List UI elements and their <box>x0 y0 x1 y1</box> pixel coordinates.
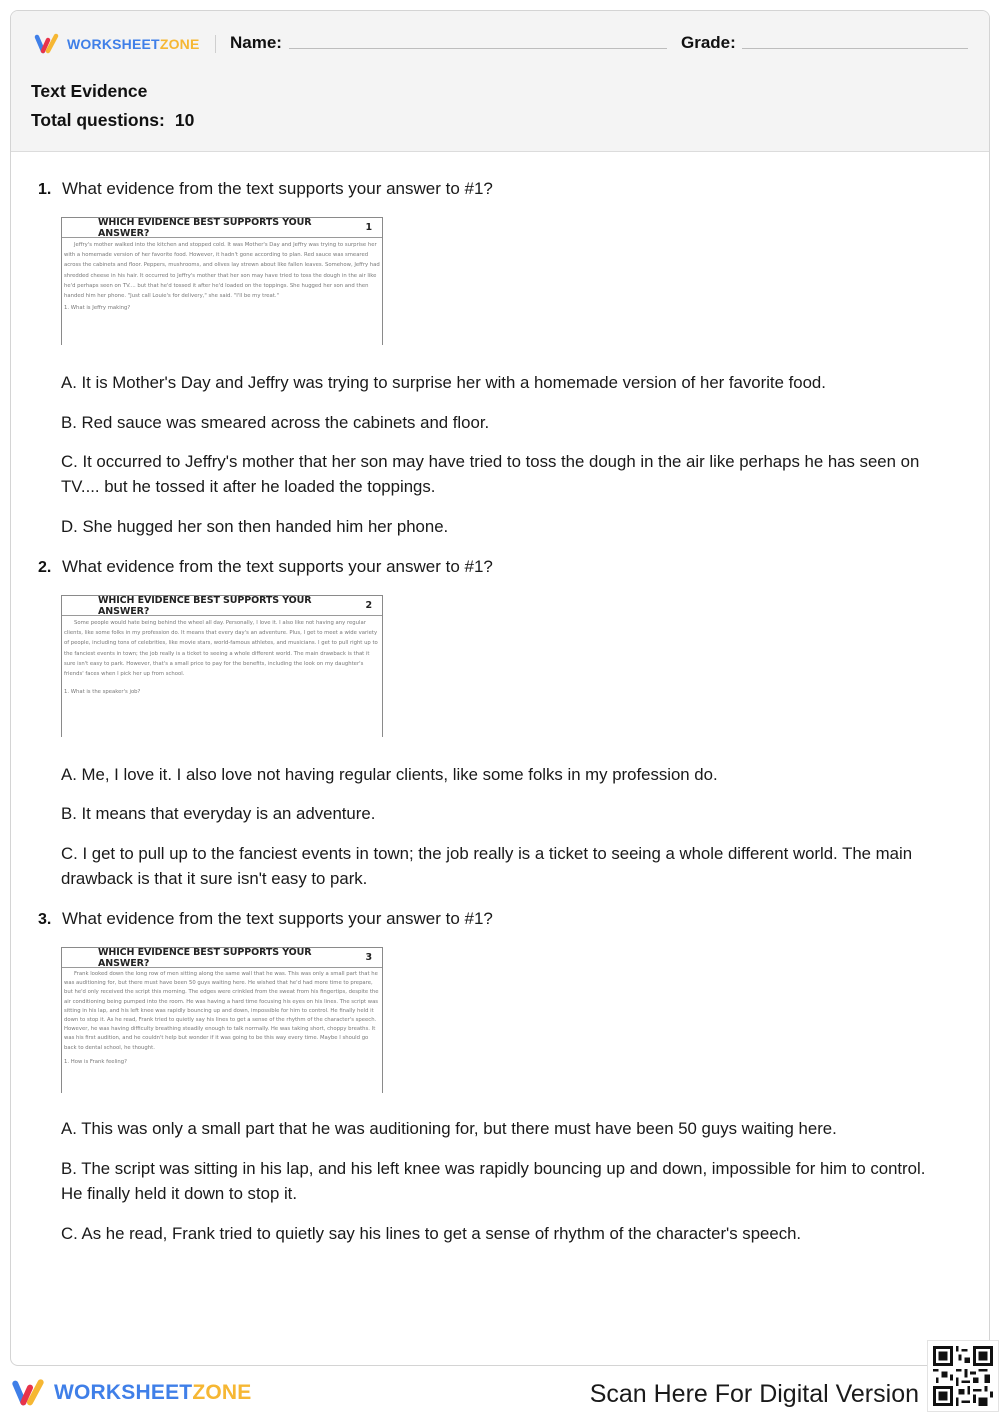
passage-title-text: WHICH EVIDENCE BEST SUPPORTS YOUR ANSWER? <box>98 946 312 969</box>
name-label: Name: <box>230 33 282 52</box>
answer-option-c[interactable]: C. It occurred to Jeffry's mother that her son may have tried to toss the dough in the air like perhaps he has seen on TV.... but he tossed it after he loaded the toppings. <box>61 452 920 496</box>
passage-body: Frank looked down the long row of men sitting along the same wall that he was. This was only a small part that he was auditioning for, but there must have been 50 guys waiting here. He wished that he'd had more time to prepare, but he'd only received the script this morning. The edges were crinkled from the sweat from his fingertips, despite the air conditioning being pumped into the room. He was having a hard time focusing his eyes on his lines. The script was sitting in his lap, and his left knee was rapidly bouncing up and down, impossible for him to control. He finally held it down to stop it. As he read, Frank tried to quietly say his lines to get a sense of the rhythm of the character's speech. However, he was having difficulty breathing steadily enough to talk normally. He was taking short, choppy breaths. It was his first audition, and he couldn't help but wonder if it was going to be this way every time. Maybe I should go back to dental school, he thought. <box>64 971 379 1051</box>
passage-title <box>62 948 382 968</box>
passage-title-text: WHICH EVIDENCE BEST SUPPORTS YOUR ANSWER? <box>98 594 312 617</box>
passage-question: 1. How is Frank feeling? <box>64 1058 127 1065</box>
passage-card <box>61 947 383 1093</box>
passage-title <box>62 218 382 238</box>
total-questions-value: 10 <box>174 110 195 130</box>
question-number: 3. <box>38 911 52 928</box>
question-prompt: What evidence from the text supports your answer to #1? <box>62 557 493 576</box>
worksheet-page <box>10 10 990 1366</box>
question-header <box>38 909 493 929</box>
passage-card <box>61 595 383 737</box>
header-separator <box>215 35 216 53</box>
grade-field[interactable] <box>742 48 968 49</box>
answer-option-d[interactable]: D. She hugged her son then handed him her phone. <box>61 517 449 536</box>
passage-card-number: 2 <box>365 600 372 611</box>
brand-name-part1: WORKSHEET <box>54 1381 193 1404</box>
name-field[interactable] <box>289 48 667 49</box>
passage-body: Some people would hate being behind the wheel all day. Personally, I love it. I also like not having any regular clients, like some folks in my profession do. It means that every day's an adventure. Plus, I get to meet a wide variety of people, including tons of celebrities, like movie stars, world-famous athletes, and musicians. I get to pull right up to the fanciest events in town; the job really is a ticket to seeing a whole different world. The main drawback is that it sure isn't easy to park. However, that's a small price to pay for the benefits, including the look on my daughter's friends' faces when I pick her up from school. <box>64 620 378 678</box>
answer-option-b[interactable]: B. It means that everyday is an adventure. <box>61 804 376 823</box>
question-header <box>38 179 493 199</box>
answer-option-a[interactable]: A. It is Mother's Day and Jeffry was trying to surprise her with a homemade version of her favorite food. <box>61 373 826 392</box>
brand-name <box>54 1381 251 1405</box>
answer-option-b[interactable]: B. Red sauce was smeared across the cabinets and floor. <box>61 413 490 432</box>
question-number: 2. <box>38 559 52 576</box>
passage-question: 1. What is the speaker's job? <box>64 689 141 696</box>
brand-name-part2: ZONE <box>192 1381 252 1404</box>
passage-body: Jeffry's mother walked into the kitchen and stopped cold. It was Mother's Day and Jeffry was trying to surprise her with a homemade version of her favorite food. However, it hadn't gone according to plan. Red sauce was smeared across the cabinets and floor. Peppers, mushrooms, and olives lay strewn about like fallen leaves. Somehow, Jeffry had shredded cheese in his hair. It occurred to Jeffry's mother that her son may have tried to toss the dough in the air like he'd perhaps seen on TV.... but that he'd tossed it after he'd loaded on the toppings. She hugged her son and then handed him her phone. "Just call Louie's for delivery," she said. "I'll be my treat." <box>64 242 380 300</box>
question-prompt: What evidence from the text supports your answer to #1? <box>62 909 493 928</box>
answer-option-b[interactable]: B. The script was sitting in his lap, and his left knee was rapidly bouncing up and down, impossible for him to control. He finally held it down to stop it. <box>61 1159 926 1203</box>
footer-brand-logo <box>10 1378 251 1408</box>
brand-name-part2: ZONE <box>159 36 200 52</box>
worksheet-footer <box>0 1366 1000 1414</box>
answer-option-c[interactable]: C. As he read, Frank tried to quietly say his lines to get a sense of rhythm of the character's speech. <box>61 1224 802 1243</box>
passage-card-number: 1 <box>365 222 372 233</box>
qr-code-icon[interactable] <box>927 1340 999 1412</box>
total-questions-label: Total questions: <box>31 110 165 130</box>
worksheetzone-logo-icon <box>33 33 63 55</box>
passage-question: 1. What is Jeffry making? <box>64 305 131 312</box>
brand-name-part1: WORKSHEET <box>67 36 160 52</box>
passage-title <box>62 596 382 616</box>
passage-card-number: 3 <box>365 952 372 963</box>
worksheet-title: Text Evidence <box>31 81 148 101</box>
passage-title-text: WHICH EVIDENCE BEST SUPPORTS YOUR ANSWER? <box>98 216 312 239</box>
answer-option-a[interactable]: A. Me, I love it. I also love not having regular clients, like some folks in my profession do. <box>61 765 718 784</box>
total-questions <box>31 110 194 131</box>
grade-label: Grade: <box>681 33 736 52</box>
passage-card <box>61 217 383 345</box>
answer-option-c[interactable]: C. I get to pull up to the fanciest events in town; the job really is a ticket to seeing a whole different world. The main drawback is that it sure isn't easy to park. <box>61 844 913 888</box>
question-header <box>38 557 493 577</box>
scan-for-digital-text: Scan Here For Digital Version <box>589 1380 919 1408</box>
worksheetzone-logo-icon <box>10 1378 50 1408</box>
brand-logo <box>33 33 200 55</box>
brand-name <box>67 36 200 52</box>
worksheet-header <box>11 11 989 152</box>
question-prompt: What evidence from the text supports your answer to #1? <box>62 179 493 198</box>
answer-option-a[interactable]: A. This was only a small part that he was auditioning for, but there must have been 50 guys waiting here. <box>61 1119 837 1138</box>
question-number: 1. <box>38 181 52 198</box>
